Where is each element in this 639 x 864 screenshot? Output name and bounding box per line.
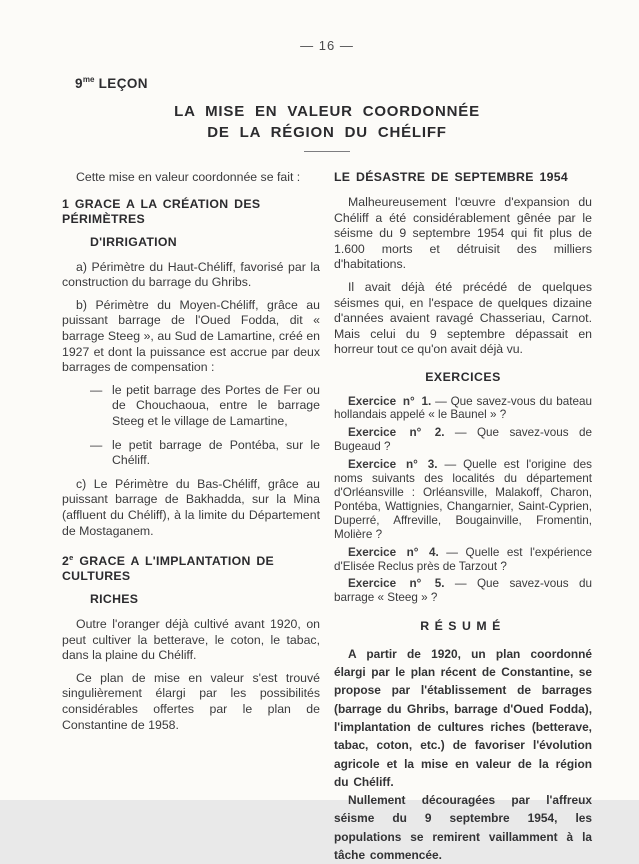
dash-item	[62, 383, 320, 430]
section-1-line1: 1 GRACE A LA CRÉATION DES PÉRIMÈTRES	[62, 196, 261, 226]
exercise-item	[334, 458, 592, 541]
resume-section	[334, 645, 592, 864]
section-2-ordinal: e	[69, 553, 74, 563]
title-rule	[304, 151, 350, 152]
section-2-rest: GRACE A L'IMPLANTATION DE CULTURES	[62, 554, 275, 584]
column-left	[62, 170, 320, 864]
section-2-number: 2	[62, 554, 70, 569]
paragraph-plan: Ce plan de mise en valeur s'est trouvé singulièrement élargi par les possibilités considérables offertes par le plan de Constantine de 1958.	[62, 670, 320, 732]
section-1-line2: D'IRRIGATION	[90, 234, 177, 249]
exercise-text: — Quelle est l'expérience d'Elisée Reclus près de Tarzout ?	[334, 545, 592, 573]
exercise-label: Exercice n° 5.	[348, 577, 445, 591]
paragraph-b: b) Périmètre du Moyen-Chéliff, grâce au puissant barrage de l'Oued Fodda, dit « barrage Steeg », au Sud de Lamartine, créé en 1927 et dont la puissance est accrue par deux barrages de compensation :	[62, 297, 320, 375]
page-number: — 16 —	[300, 38, 354, 53]
section-2-line2: RICHES	[90, 592, 139, 607]
dash-item-text: le petit barrage de Pontéba, sur le Chéliff.	[112, 437, 320, 468]
lesson-ordinal: me	[82, 75, 95, 84]
exercise-item	[334, 426, 592, 454]
dash-item-text: le petit barrage des Portes de Fer ou de Chouchaoua, entre le barrage Steeg et le village de Lamartine,	[112, 382, 320, 428]
page-content	[62, 38, 592, 864]
paragraph-c: c) Le Périmètre du Bas-Chéliff, grâce au puissant barrage de Bakhadda, sur la Mina (affluent du Chéliff), à la limite du Département de Mostaganem.	[62, 476, 320, 538]
section-heading-2	[62, 550, 320, 607]
section-heading-1	[62, 197, 320, 250]
lesson-word: LEÇON	[98, 76, 148, 91]
resume-paragraph-2: Nullement découragées par l'affreux séisme du 9 septembre 1954, les populations se remirent vaillamment à la tâche commencée.	[334, 793, 592, 863]
column-right	[334, 170, 592, 864]
exercise-label: Exercice n° 3.	[348, 458, 438, 472]
resume-paragraph-1: A partir de 1920, un plan coordonné élargi par le plan récent de Constantine, se propose par l'établissement de barrages (barrage du Ghribs, barrage d'Oued Fodda), l'implantation de cultures riches (betterave, tabac, coton, etc.) de favoriser l'évolution agricole et la mise en valeur de la région du Chéliff.	[334, 646, 592, 789]
page-title-line2: DE LA RÉGION DU CHÉLIFF	[207, 124, 447, 141]
exercise-label: Exercice n° 1.	[348, 394, 432, 408]
page-title-line1: LA MISE EN VALEUR COORDONNÉE	[174, 103, 480, 120]
disaster-paragraph-1: Malheureusement l'œuvre d'expansion du Chéliff a été considérablement gênée par le séisme du 9 septembre 1954 qui fit plus de 1.600 morts et détruisit des milliers d'habitations.	[334, 195, 592, 272]
disaster-paragraph-2: Il avait déjà été précédé de quelques séismes qui, en l'espace de quelques dizaine d'années avaient ravagé Chasseriau, Carnot. Mais celui du 9 septembre dépassait en horreur tout ce qu'on avait déjà vu.	[334, 279, 592, 357]
columns	[62, 170, 592, 864]
dash-marker: —	[90, 382, 103, 397]
resume-heading: RÉSUMÉ	[420, 619, 506, 634]
exercise-item	[334, 577, 592, 605]
dash-item	[62, 438, 320, 469]
dash-list	[62, 383, 320, 469]
dash-marker: —	[90, 437, 103, 452]
exercises-heading: EXERCICES	[425, 369, 501, 384]
page-title	[62, 101, 592, 143]
exercise-text: — Que savez-vous du bateau hollandais appelé « le Baunel » ?	[334, 394, 592, 422]
exercise-text: — Que savez-vous de Bugeaud ?	[334, 426, 592, 454]
disaster-heading: LE DÉSASTRE DE SEPTEMBRE 1954	[334, 170, 569, 184]
exercises-list	[334, 395, 592, 606]
lesson-number: 9	[75, 76, 83, 91]
intro-paragraph: Cette mise en valeur coordonnée se fait :	[76, 170, 301, 184]
exercise-text: — Que savez-vous du barrage « Steeg » ?	[334, 577, 592, 605]
exercise-label: Exercice n° 4.	[348, 545, 439, 559]
exercise-text: — Quelle est l'origine des noms suivants des localités du département d'Orléansville : Orléansville, Malakoff, Charon, Pontéba, Wattignies, Changarnier, Saint-Cyprien, Duperré, Affreville, Bougainville, Fromentin, Molière ?	[334, 458, 592, 541]
lesson-label	[75, 75, 592, 91]
paragraph-cultures: Outre l'oranger déjà cultivé avant 1920, on peut cultiver la betterave, le coton, le tabac, dans la plaine du Chéliff.	[62, 617, 320, 663]
exercise-item	[334, 395, 592, 423]
exercise-item	[334, 546, 592, 574]
exercise-label: Exercice n° 2.	[348, 426, 445, 440]
paragraph-a: a) Périmètre du Haut-Chéliff, favorisé par la construction du barrage du Ghribs.	[62, 259, 320, 290]
